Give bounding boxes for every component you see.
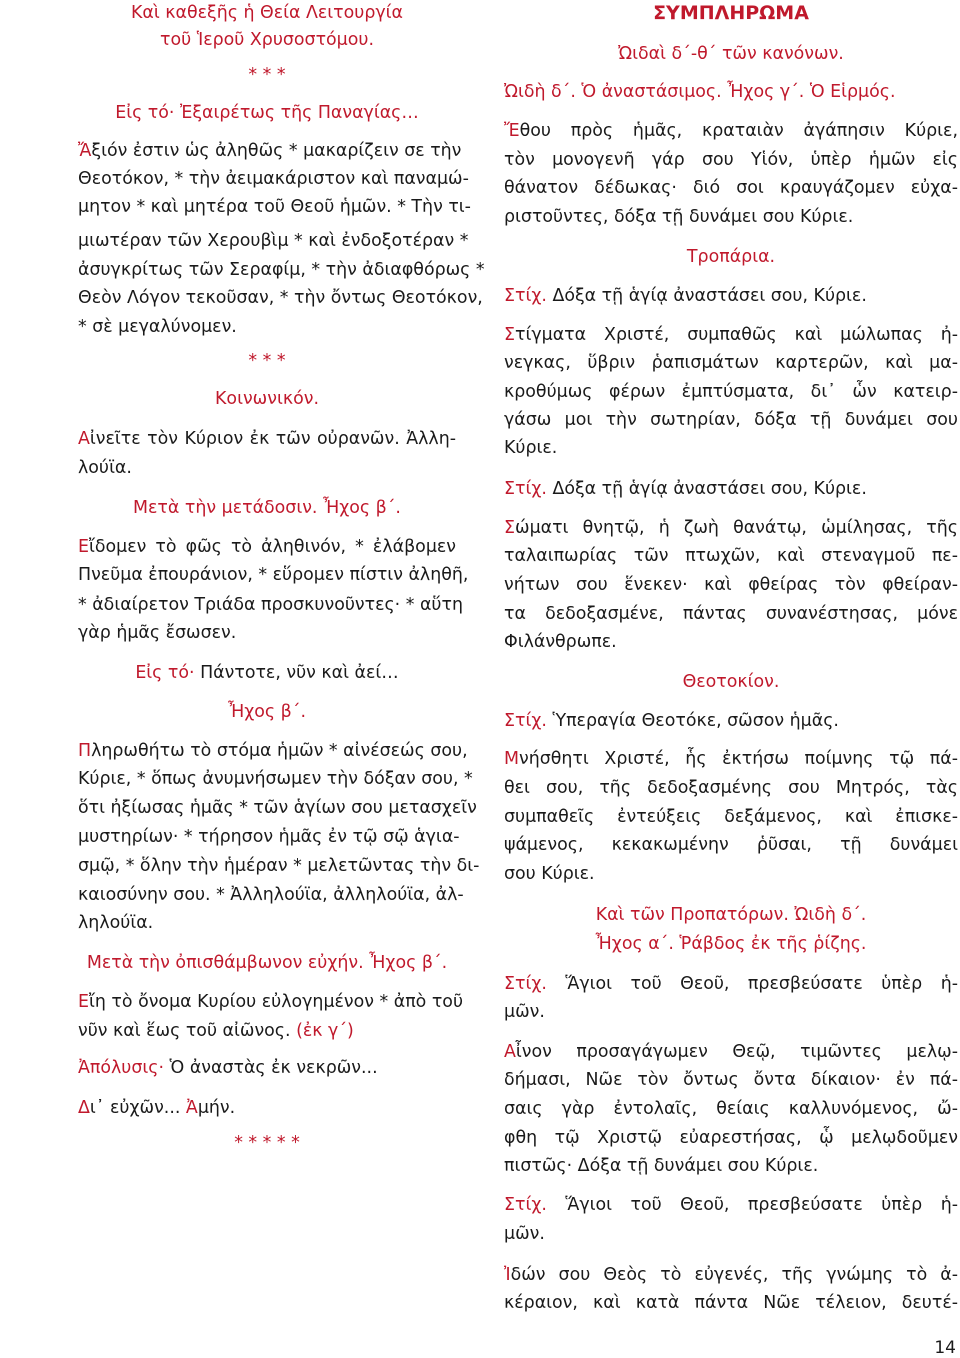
section-header: ΣΥΜΠΛΗΡΩΜΑ: [653, 2, 809, 24]
after-communion-heading: Μετὰ τὴν μετάδοσιν. Ἦχος β΄.: [133, 498, 401, 518]
separator: * * *: [248, 351, 286, 371]
theotokion-heading: Θεοτοκίον.: [682, 672, 780, 692]
drop-initial: Μ: [504, 749, 520, 769]
drop-initial: Π: [78, 741, 92, 761]
di-euchon-line: Δι᾽ εὐχῶν... Ἀμήν.: [78, 1098, 236, 1118]
stichos: Στίχ. Δόξα τῇ ἁγίᾳ ἀναστάσει σου, Κύριε.: [504, 479, 867, 499]
page-number: 14: [934, 1338, 956, 1358]
troparia-heading: Τροπάρια.: [686, 247, 776, 267]
title-line-1: Καὶ καθεξῆς ἡ Θεία Λειτουργία: [130, 3, 404, 23]
pantote-heading: Εἰς τό· Πάντοτε, νῦν καὶ ἀεί…: [135, 663, 399, 683]
title-line-2: τοῦ Ἱεροῦ Χρυσοστόμου.: [160, 30, 374, 50]
drop-initial: Α: [78, 429, 90, 449]
drop-initial: Ἄ: [78, 141, 92, 161]
drop-initial: Ἔ: [504, 121, 520, 141]
stichos: Στίχ. Ἅγιοι τοῦ Θεοῦ, πρεσβεύσατε ὑπὲρ ἡ-: [504, 974, 958, 994]
apolysis-line: Ἀπόλυσις· Ὁ ἀναστὰς ἐκ νεκρῶν...: [78, 1058, 378, 1078]
axion-heading: Εἰς τό· Ἐξαιρέτως τῆς Παναγίας…: [115, 103, 419, 123]
stichos: Στίχ. Ἅγιοι τοῦ Θεοῦ, πρεσβεύσατε ὑπὲρ ἡ-: [504, 1195, 958, 1215]
odes-heading: Ὠιδαὶ δ΄-θ΄ τῶν κανόνων.: [618, 44, 844, 64]
separator: * * *: [248, 65, 286, 85]
koinonikon-heading: Κοινωνικόν.: [215, 389, 319, 409]
propatores-heading-1: Καὶ τῶν Προπατόρων. Ὠιδὴ δ΄.: [595, 905, 867, 925]
drop-initial: Α: [504, 1042, 516, 1062]
separator: * * * * *: [234, 1133, 300, 1153]
stichos: Στίχ. Ὑπεραγία Θεοτόκε, σῶσον ἡμᾶς.: [504, 711, 839, 731]
echos-heading: Ἦχος β΄.: [228, 702, 306, 722]
drop-initial: Ε: [78, 992, 89, 1012]
drop-initial: Ἰ: [504, 1265, 511, 1285]
propatores-heading-2: Ἦχος α΄. Ῥάβδος ἐκ τῆς ῥίζης.: [595, 934, 867, 954]
drop-initial: Σ: [504, 325, 515, 345]
stichos: Στίχ. Δόξα τῇ ἁγίᾳ ἀναστάσει σου, Κύριε.: [504, 286, 867, 306]
ode4-heading: Ὠιδὴ δ΄. Ὁ ἀναστάσιμος. Ἦχος γ΄. Ὁ Εἱρμός.: [504, 82, 896, 102]
opisthambonos-heading: Μετὰ τὴν ὀπισθάμβωνον εὐχήν. Ἦχος β΄.: [86, 953, 448, 973]
drop-initial: Ε: [78, 537, 89, 557]
drop-initial: Σ: [504, 518, 515, 538]
